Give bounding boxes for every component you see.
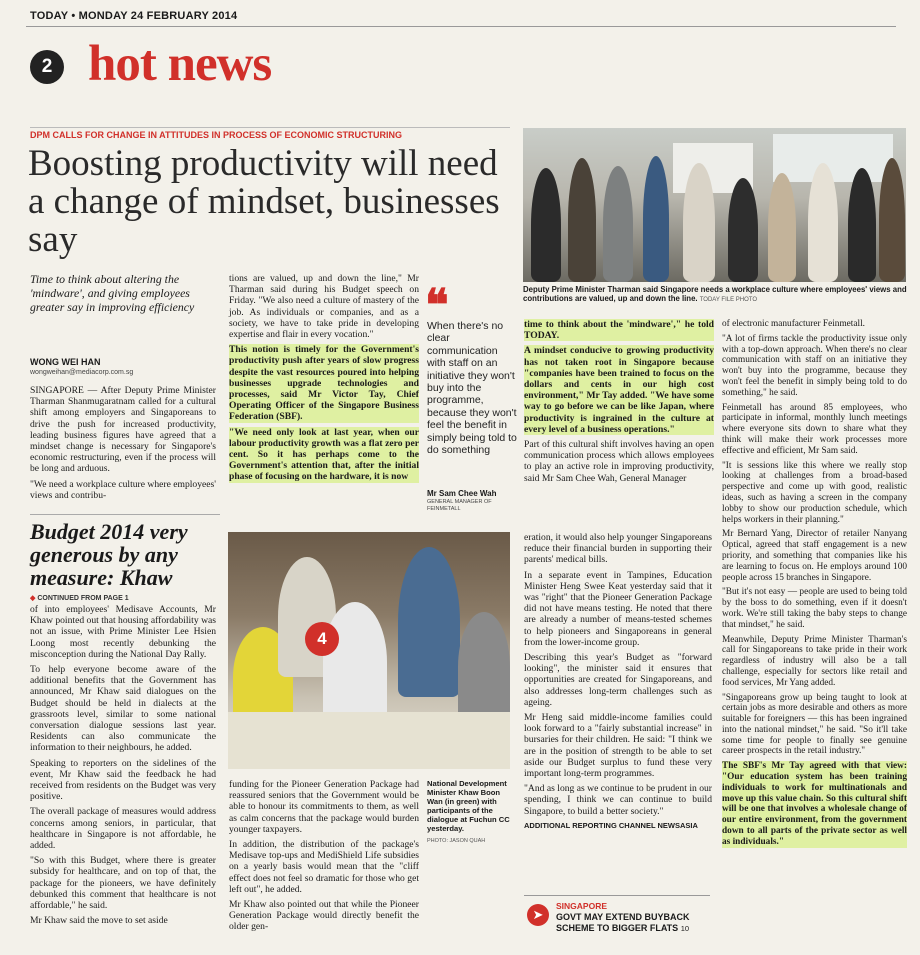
- kicker-rule: [30, 127, 510, 128]
- paragraph: "And as long as we continue to be prudent in our spending, I think we can continue to build Singapore, to build a better society.": [524, 783, 712, 817]
- byline: WONG WEI HAN: [30, 357, 101, 367]
- teaser-page[interactable]: 10: [680, 923, 690, 933]
- highlighted-paragraph: The SBF's Mr Tay agreed with that view: "Our education system has been training individuals to work for multinationals and move up this value chain. So this cultural shift will be one that involves a wholesale change of our entire environment, from the government down to all parts of the private sector as well as individuals.": [722, 761, 907, 847]
- second-photo-credit: PHOTO: JASON QUAH: [427, 838, 486, 844]
- teaser-link[interactable]: [556, 912, 706, 934]
- story-kicker: DPM CALLS FOR CHANGE IN ATTITUDES IN PROCESS OF ECONOMIC STRUCTURING: [30, 130, 403, 140]
- section-title: hot news: [88, 36, 272, 92]
- paragraph: "But it's not easy — people are used to being told by the boss to do something, even if it doesn't work. We're still taking the baby steps to change that mindset," he said.: [722, 587, 907, 630]
- second-photo: [228, 532, 510, 769]
- highlighted-paragraph: time to think about the 'mindware'," he told TODAY.: [524, 319, 714, 342]
- paragraph: tions are valued, up and down the line," Mr Tharman said during his Budget speech on Friday. "We also need a culture of mastery of the job. As individuals or companies, and as a society, we have to take pride in developing expertise and flair in every vocation.": [229, 273, 419, 341]
- standfirst: Time to think about altering the 'mindware', and giving employees greater say in improving efficiency: [30, 272, 195, 314]
- second-col-1: [30, 604, 216, 930]
- highlighted-paragraph: A mindset conducive to growing productivity has not taken root in Singapore because "companies have been trained to focus on the dollars and cents in our high cost environment," Mr Tay added. "We have some way to go before we can be like Japan, where productivity is ingrained in the culture at every level of a business operations.": [524, 345, 714, 435]
- paragraph: Part of this cultural shift involves having an open communication process which allows employees to play an active role in improving productivity, said Mr Sam Chee Wah, General Manager: [524, 439, 714, 484]
- main-col-2: [229, 273, 419, 487]
- photo-person: [808, 163, 838, 282]
- story-divider: [30, 514, 220, 515]
- dateline: TODAY • MONDAY 24 FEBRUARY 2014: [30, 10, 238, 22]
- masthead-rule: [26, 26, 896, 27]
- photo-badge-number: 4: [317, 629, 327, 648]
- photo-window: [773, 134, 893, 182]
- photo-person: [683, 163, 715, 282]
- paragraph: Mr Khaw also pointed out that while the Pioneer Generation Package would directly benefit the older gen-: [229, 899, 419, 933]
- main-photo: [523, 128, 906, 282]
- page-number: 2: [41, 56, 53, 77]
- photo-person: [398, 547, 460, 697]
- paragraph: Describing this year's Budget as "forward looking", the minister said it ensures that opportunities are created for Singaporeans, and also addresses long-term challenges such as ageing.: [524, 652, 712, 708]
- teaser-icon: ➤: [527, 904, 549, 926]
- photo-person: [848, 168, 876, 282]
- second-col-2: [229, 779, 419, 937]
- photo-person: [603, 166, 633, 282]
- photo-person: [323, 602, 387, 722]
- paragraph: Mr Khaw said the move to set aside: [30, 915, 168, 927]
- paragraph: The overall package of measures would address concerns among seniors, in particular, that healthcare in Singapore is not affordable, he added.: [30, 806, 216, 852]
- teaser-label: SINGAPORE: [556, 901, 608, 911]
- second-col-3: [524, 532, 712, 834]
- paragraph: "Singaporeans grow up being taught to look at certain jobs as more desirable and others as more suitable for foreigners — this has been ingrained into the national mindset," he said. "So it'll take some time for people to finally see genuine career prospects in the retail industry.": [722, 692, 907, 757]
- main-col-4: [722, 319, 907, 852]
- paragraph: In a separate event in Tampines, Education Minister Heng Swee Keat yesterday said that it was "right" that the Pioneer Generation Package did not have means testing. He noted that there are already a number of means-tested schemes to help pioneers and Singaporeans in general from the lower-income group.: [524, 569, 712, 648]
- teaser-text[interactable]: GOVT MAY EXTEND BUYBACK SCHEME TO BIGGER FLATS: [556, 912, 690, 933]
- main-photo-caption-text: Deputy Prime Minister Tharman said Singapore needs a workplace culture where employees' views and contributions are valued, up and down the line.: [523, 285, 907, 304]
- paragraph: In addition, the distribution of the package's Medisave top-ups and MediShield Life subsidies on a yearly basis would mean that the "cliff effect does not feel so dramatic for those who get left out", he added.: [229, 839, 419, 895]
- pull-quote-name: Mr Sam Chee Wah: [427, 489, 497, 498]
- continued-label: [30, 594, 129, 602]
- photo-table: [228, 712, 510, 769]
- page-number-badge: [30, 50, 64, 84]
- paragraph: Meanwhile, Deputy Prime Minister Tharman's call for Singaporeans to take pride in their work regardless of industry will also be a tall challenge, especially for sectors like retail and food services, Mr Yang added.: [722, 634, 907, 688]
- quote-mark-icon: ❝: [425, 281, 449, 330]
- paragraph: SINGAPORE — After Deputy Prime Minister Tharman Shanmugaratnam called for a cultural shift among employers and Singaporeans to drive the push for increased productivity, leading business figures have agreed that a mindset change is necessary for Singapore's economic restructuring, even if the process will be long and arduous.: [30, 385, 216, 475]
- paragraph: Feinmetall has around 85 employees, who participate in informal, monthly lunch meetings where everyone sits down to share what they think will make their work processes more effective and efficient, Mr Sam said.: [722, 402, 907, 456]
- paragraph: Speaking to reporters on the sidelines of the event, Mr Khaw said the feedback he had received from residents on the Budget was very positive.: [30, 757, 216, 803]
- photo-person: [768, 173, 796, 282]
- paragraph: "We need a workplace culture where employees' views and contribu-: [30, 478, 217, 501]
- paragraph: To help everyone become aware of the additional benefits that the Government has announced, Mr Khaw said dialogues on the Budget should be held in dialects at the grassroots level, similar to some national conversation dialogue sessions last year. Residents can also communicate the information to their neighbours, he added.: [30, 664, 216, 754]
- paragraph: Mr Heng said middle-income families could look forward to a "fairly substantial increase" in bursaries for their children. He said: "I think we are in the position of strength to be able to set aside our Budget surplus to fund these very important long-term programmes.: [524, 712, 712, 780]
- photo-person: [879, 158, 905, 282]
- paragraph: funding for the Pioneer Generation Package had reassured seniors that the Government would be able to honour its commitments to them, as well as calm concerns that the package would burden younger taxpayers.: [229, 779, 419, 835]
- byline-email: wongweihan@mediacorp.com.sg: [30, 369, 134, 376]
- main-col-3: [524, 319, 714, 488]
- main-col-1: [30, 385, 216, 505]
- pull-quote-title: GENERAL MANAGER OF FEINMETALL: [427, 499, 492, 512]
- teaser-rule: [524, 895, 710, 896]
- second-headline: Budget 2014 very generous by any measure: Khaw: [30, 519, 188, 590]
- photo-person: [568, 158, 596, 282]
- highlighted-paragraph: This notion is timely for the Government's productivity push after years of slow progress despite the vast resources poured into helping businesses upgrade technologies and processes, said Mr Victor Tay, Chief Operating Officer of the Singapore Business Federation (SBF).: [229, 344, 419, 423]
- continued-arrow-icon: ◆: [30, 595, 36, 602]
- main-headline: Boosting productivity will need a change of mindset, businesses say: [28, 143, 500, 260]
- highlighted-paragraph: "We need only look at last year, when our labour productivity growth was a flat zero per cent. So it has perhaps come to the Government's attention that, after the initial phase of focusing on the hardware, it is now: [229, 426, 419, 483]
- paragraph: eration, it would also help younger Singaporeans reduce their financial burden in supporting their parents' medical bills.: [524, 532, 712, 566]
- main-photo-caption: [523, 285, 908, 306]
- photo-person: [531, 168, 561, 282]
- continued-text: CONTINUED FROM PAGE 1: [37, 595, 129, 602]
- second-photo-caption: National Development Minister Khaw Boon Wan (in green) with participants of the dialogue at Fuchun CC yesterday.: [427, 779, 510, 833]
- paragraph: Mr Bernard Yang, Director of retailer Nanyang Optical, agreed that staff engagement is a new priority, and something that companies like his are learning to focus on. He employs around 100 people across 15 branches in Singapore.: [722, 529, 907, 583]
- photo-badge: [305, 622, 339, 656]
- photo-person: [458, 612, 510, 722]
- additional-reporting: ADDITIONAL REPORTING CHANNEL NEWSASIA: [524, 820, 698, 830]
- photo-person: [728, 178, 758, 282]
- paragraph: "A lot of firms tackle the productivity issue only with a top-down approach. When there's no clear communication with staff on an initiative they won't buy into the programme, because they won't feel the benefit in simply being told to do something," he said.: [722, 333, 907, 398]
- photo-person: [643, 156, 669, 282]
- paragraph: "It is sessions like this where we really stop looking at challenges from a broad-based perspective and come up with good, realistic ideas, such as having a screen in the company lobby to show our production schedule, which helps workers in their planning.": [722, 460, 907, 525]
- paragraph: of into employees' Medisave Accounts, Mr Khaw pointed out that housing affordability was not an issue, with Prime Minister Lee Hsien Loong most recently debunking the misconception during the National Day Rally.: [30, 604, 216, 660]
- paragraph: of electronic manufacturer Feinmetall.: [722, 319, 866, 329]
- main-photo-credit: TODAY FILE PHOTO: [699, 297, 757, 304]
- paragraph: "So with this Budget, where there is greater subsidy for healthcare, and on top of that, the package for the pioneers, we have definitely debunked this comment that healthcare is not affordable," he said.: [30, 855, 216, 912]
- pull-quote: When there's no clear communication with staff on an initiative they won't buy into the programme, because they won't feel the benefit in simply being told to do something: [427, 320, 517, 457]
